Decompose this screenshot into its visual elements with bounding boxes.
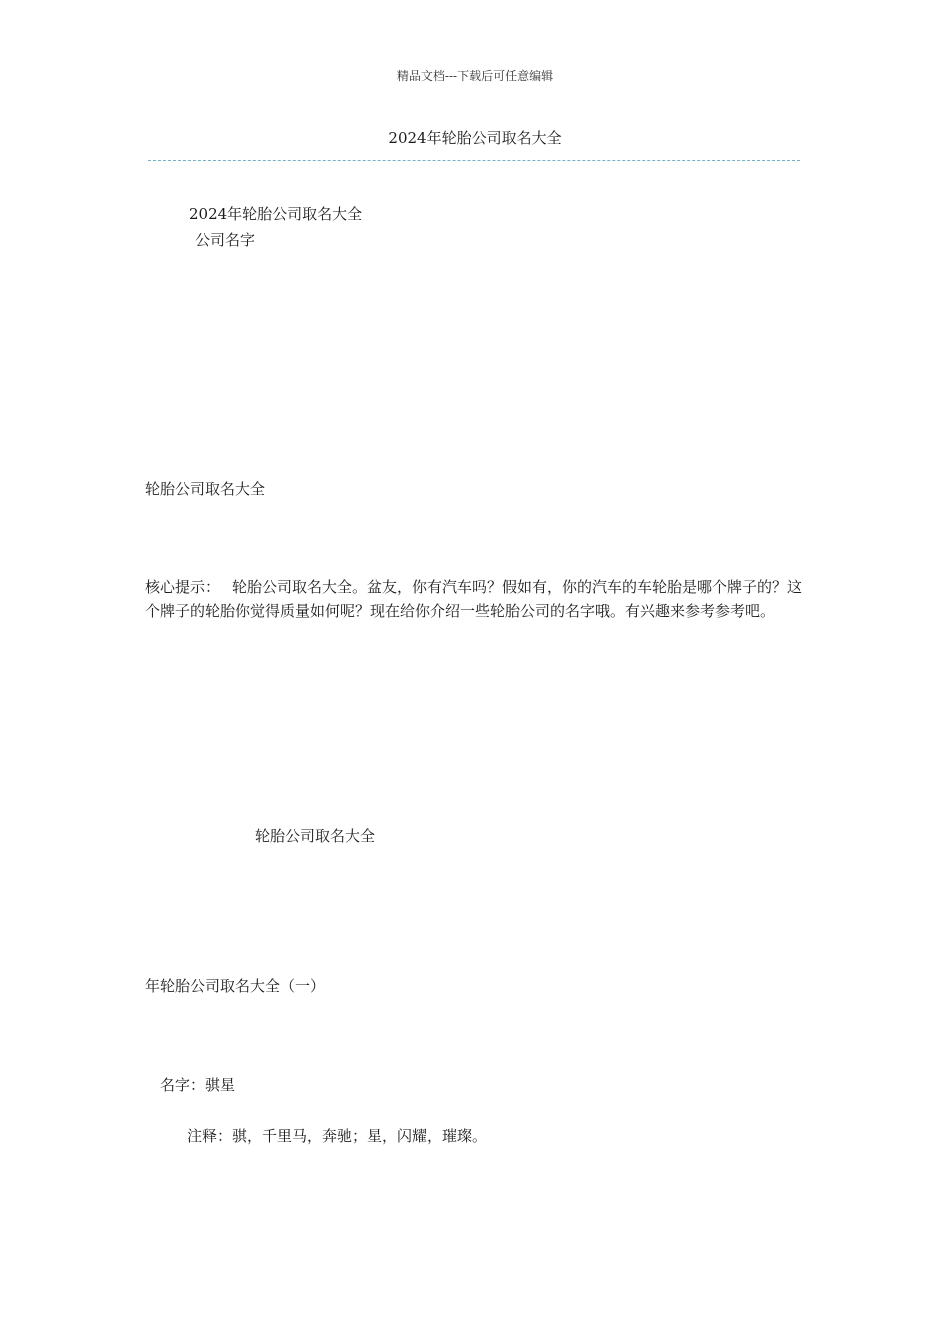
intro-subtitle: 公司名字 <box>195 231 256 249</box>
document-title: 2024年轮胎公司取名大全 <box>388 129 562 147</box>
list-heading: 年轮胎公司取名大全（一） <box>145 977 326 995</box>
core-tip-text: 轮胎公司取名大全。盆友，你有汽车吗？假如有，你的汽车的车轮胎是哪个牌子的？这个牌子的轮胎你觉得质量如何呢？现在给你介绍一些轮胎公司的名字哦。有兴趣来参考参考吧。 <box>145 578 803 620</box>
intro-title: 2024年轮胎公司取名大全 <box>189 205 363 223</box>
page-header-note: 精品文档---下载后可任意编辑 <box>396 69 554 83</box>
core-tip-paragraph <box>145 575 810 623</box>
center-heading: 轮胎公司取名大全 <box>255 827 376 845</box>
title-divider <box>148 160 800 161</box>
core-tip-label: 核心提示： <box>145 578 221 596</box>
entry-note: 注释：骐，千里马，奔驰；星，闪耀，璀璨。 <box>187 1127 488 1145</box>
section-heading: 轮胎公司取名大全 <box>145 480 266 498</box>
entry-name: 名字：骐星 <box>160 1076 236 1094</box>
